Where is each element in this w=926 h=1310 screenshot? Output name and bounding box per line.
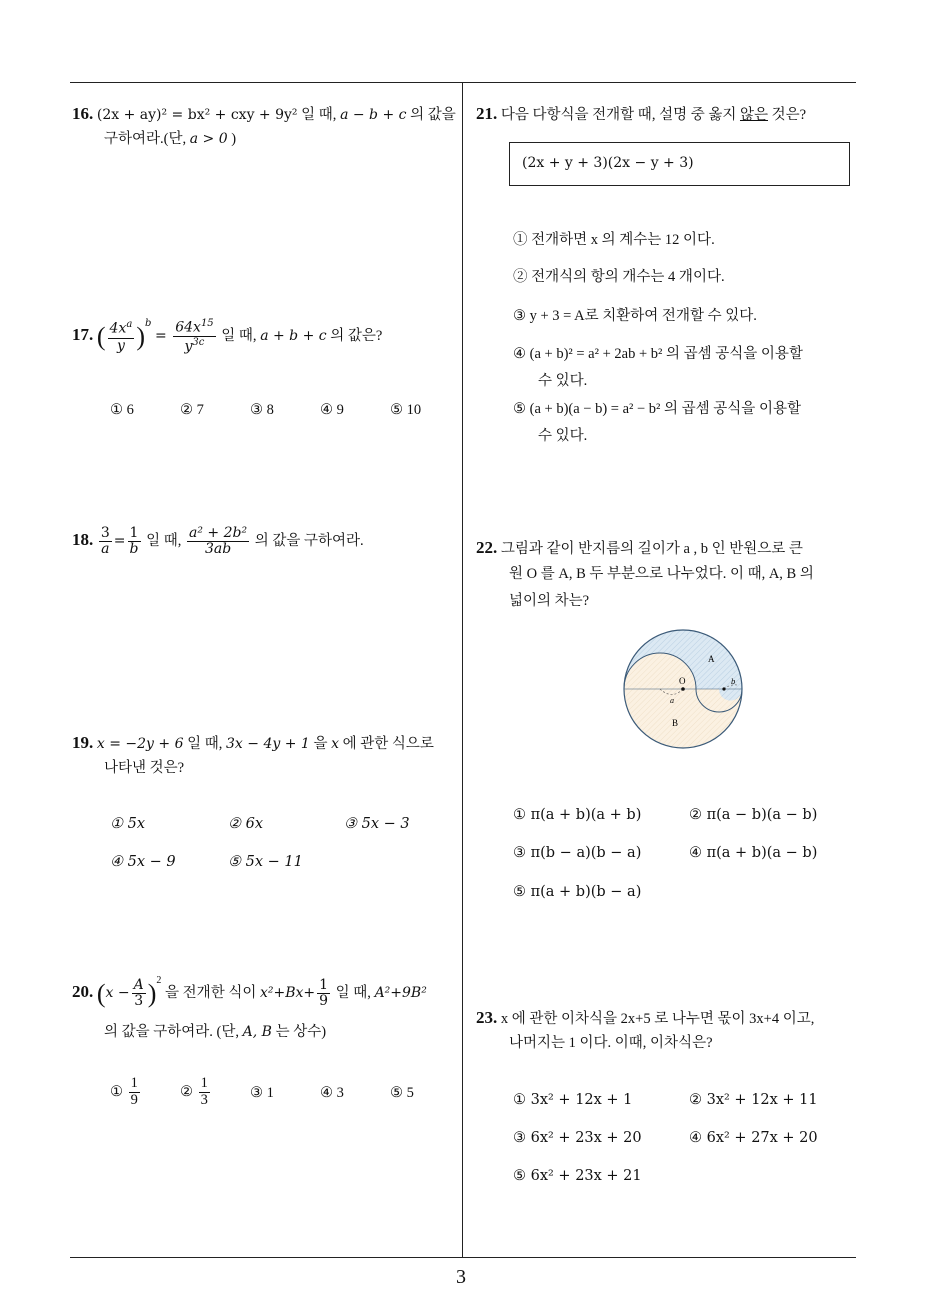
question-19 [72, 733, 434, 753]
text: 다음 다항식을 전개할 때, 설명 중 옳지 [500, 107, 740, 123]
text: 을 전개한 식이 [161, 985, 260, 1001]
choice-3[interactable]: ③ π(b − a)(b − a) [513, 845, 642, 861]
choice-1[interactable]: ① 5x [110, 816, 146, 832]
variable: x [331, 736, 339, 752]
question-18: 18. $\frac{3}{a}$ = $\frac{1}{b}$ 일 때, $\frac{\text{a² + 2b²}}{3ab}$ 의 값을 구하여라. [72, 525, 364, 558]
fraction-A-over-3: $\frac{A}{3}$ [133, 976, 144, 1010]
choice-2[interactable]: ② 7 [180, 402, 204, 418]
choice-5[interactable]: ⑤ 6x² + 23x + 21 [513, 1168, 642, 1184]
fraction-3-over-a: $\frac{3}{a}$ [100, 525, 110, 558]
choice-3[interactable]: ③ 6x² + 23x + 20 [513, 1130, 642, 1146]
expression: a − b + c [340, 107, 407, 123]
fraction-1-over-b: $\frac{1}{b}$ [129, 525, 139, 558]
choice-1[interactable]: ① $\frac{1}{9}$ [110, 1075, 138, 1108]
choice-4[interactable]: ④ 9 [320, 402, 344, 418]
choice-5[interactable]: ⑤ 5 [390, 1085, 414, 1101]
question-22-line3: 넓이의 차는? [509, 593, 590, 609]
choice-4[interactable]: ④ 3 [320, 1085, 344, 1101]
text: 는 상수) [271, 1024, 327, 1040]
choice-4[interactable]: ④ 6x² + 27x + 20 [689, 1130, 818, 1146]
text: 일 때, [142, 533, 186, 550]
question-number: 18. [72, 530, 94, 550]
exponent: 2 [156, 975, 162, 986]
text: 일 때, [183, 736, 227, 752]
question-23 [476, 1008, 814, 1028]
exponent: b [145, 318, 152, 329]
inner-fraction: $\frac{4x^a}{y}$ [109, 319, 133, 354]
question-16 [72, 104, 456, 124]
expression: A²+9B² [374, 985, 427, 1001]
choice-1[interactable]: ① π(a + b)(a + b) [513, 807, 642, 823]
choice-3[interactable]: ③ 8 [250, 402, 274, 418]
text: 구하여라.(단, [104, 131, 190, 147]
text: 의 값을 구하여라. [251, 533, 364, 550]
column-divider [462, 82, 463, 1258]
choice-2[interactable]: ② 6x [228, 816, 264, 832]
choice-5-cont: 수 있다. [538, 428, 588, 444]
expression: a + b + c [260, 328, 327, 344]
label-O: O [679, 676, 686, 686]
text: 의 값을 [406, 107, 456, 123]
equation: x = −2y + 6 [96, 736, 184, 752]
choice-5[interactable]: ⑤ (a + b)(a − b) = a² − b² 의 곱셈 공식을 이용할 [513, 401, 801, 417]
text: ) [227, 131, 237, 147]
question-20-line2 [104, 1024, 326, 1041]
text: 그림과 같이 반지름의 길이가 a , b 인 반원으로 큰 [500, 541, 803, 557]
choice-2[interactable]: ② $\frac{1}{3}$ [180, 1075, 208, 1108]
text: 것은? [768, 107, 807, 123]
underlined-text: 않은 [739, 107, 768, 123]
question-23-line2: 나머지는 1 이다. 이때, 이차식은? [509, 1035, 713, 1051]
choice-1[interactable]: ① 3x² + 12x + 1 [513, 1092, 633, 1108]
choice-3[interactable]: ③ y + 3 = A로 치환하여 전개할 수 있다. [513, 308, 757, 324]
question-20: 20. (x − $\frac{A}{3}$ )$^2$ 을 전개한 식이 x²+Bx+ $\frac{1}{9}$ 일 때, A²+9B² [72, 975, 427, 1010]
choice-2[interactable]: ② 3x² + 12x + 11 [689, 1092, 818, 1108]
question-19-line2: 나타낸 것은? [104, 760, 185, 776]
text: x 에 관한 이차식을 2x+5 로 나누면 몫이 3x+4 이고, [500, 1011, 815, 1027]
expression: 3x − 4y + 1 [226, 736, 310, 752]
page-number: 3 [456, 1266, 466, 1288]
question-22 [476, 538, 803, 558]
question-number: 20. [72, 982, 94, 1001]
question-number: 21. [476, 104, 498, 123]
text: 에 관한 식으로 [338, 736, 434, 752]
fraction-expression: $\frac{\text{a² + 2b²}}{3ab}$ [189, 525, 248, 558]
question-number: 19. [72, 733, 94, 752]
choice-2[interactable]: ② π(a − b)(a − b) [689, 807, 818, 823]
choice-4[interactable]: ④ π(a + b)(a − b) [689, 845, 818, 861]
question-21 [476, 104, 806, 124]
top-rule [70, 82, 856, 83]
choice-5[interactable]: ⑤ 5x − 11 [228, 854, 303, 870]
equation: (2x + ay)² = bx² + cxy + 9y² [96, 107, 298, 123]
expression: x²+Bx+ [259, 985, 316, 1001]
label-b: b [731, 678, 736, 686]
text: 일 때, [332, 985, 375, 1001]
choice-3[interactable]: ③ 1 [250, 1085, 274, 1101]
fraction-1-over-9: $\frac{1}{9}$ [319, 976, 329, 1010]
choice-5[interactable]: ⑤ 10 [390, 402, 422, 418]
text: 의 값을 구하여라. (단, [104, 1024, 243, 1040]
expression-box-text: (2x + y + 3)(2x − y + 3) [522, 155, 694, 171]
question-16-line2 [104, 131, 236, 148]
label-B: B [672, 718, 679, 728]
center-point [681, 687, 685, 691]
question-number: 16. [72, 104, 94, 123]
choice-3[interactable]: ③ 5x − 3 [344, 816, 410, 832]
text: 의 값은? [326, 328, 383, 344]
choice-2[interactable]: ② 전개식의 항의 개수는 4 개이다. [513, 269, 725, 285]
choice-4[interactable]: ④ (a + b)² = a² + 2ab + b² 의 곱셈 공식을 이용할 [513, 346, 803, 362]
label-A: A [708, 654, 715, 664]
choice-4-cont: 수 있다. [538, 373, 588, 389]
question-17: 17. ( $\frac{4x^a}{y}$ )$^b$ = $\frac{64x^{15}}{y^{3c}}$ 일 때, a + b + c 의 값은? [72, 318, 383, 355]
label-a: a [670, 697, 675, 705]
question-number: 23. [476, 1008, 498, 1027]
question-22-line2: 원 O 를 A, B 두 부분으로 나누었다. 이 때, A, B 의 [509, 566, 814, 582]
condition: a > 0 [189, 131, 228, 147]
text: 을 [309, 736, 332, 752]
expression: x − [105, 985, 130, 1001]
choice-4[interactable]: ④ 5x − 9 [110, 854, 176, 870]
right-fraction: $\frac{64x^{15}}{y^{3c}}$ [175, 318, 214, 355]
question-number: 22. [476, 538, 498, 557]
text: 일 때, [221, 328, 261, 344]
bottom-rule [70, 1257, 856, 1258]
question-number: 17. [72, 325, 94, 344]
variables: A, B [242, 1024, 272, 1040]
text: 일 때, [297, 107, 341, 123]
choice-1[interactable]: ① 전개하면 x 의 계수는 12 이다. [513, 232, 715, 248]
circle-figure [620, 628, 752, 752]
choice-1[interactable]: ① 6 [110, 402, 134, 418]
choice-5[interactable]: ⑤ π(a + b)(b − a) [513, 884, 642, 900]
